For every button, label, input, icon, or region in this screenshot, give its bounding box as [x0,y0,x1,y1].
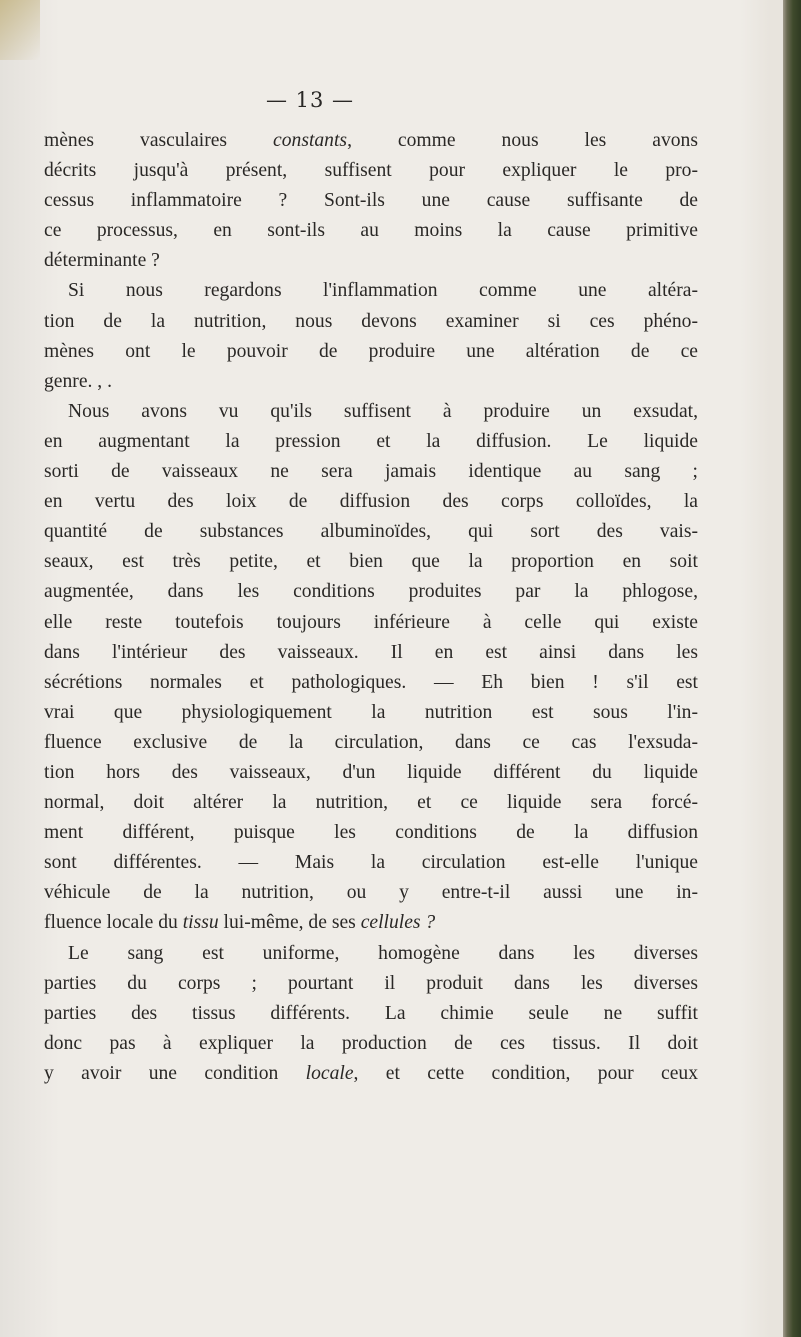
text-line [44,668,698,698]
text-line [44,1029,698,1059]
text-segment: ment différent, puisque les conditions de la diffusion [44,822,698,844]
text-line [44,457,698,487]
text-segment: ce processus, en sont-ils au moins la cause primitive [44,220,698,242]
text-line [44,397,698,427]
text-line [44,698,698,728]
text-line [44,939,698,969]
text-line [44,517,698,547]
text-segment: décrits jusqu'à présent, suffisent pour expliquer le pro- [44,160,698,182]
text-segment: en augmentant la pression et la diffusion. Le liquide [44,430,698,452]
text-segment: Si nous regardons l'inflammation comme une altéra- [68,280,698,302]
text-segment: sécrétions normales et pathologiques. — Eh bien ! s'il est [44,671,698,693]
text-segment: Le sang est uniforme, homogène dans les diverses [68,942,698,964]
text-segment: seaux, est très petite, et bien que la proportion en soit [44,551,698,573]
text-line [44,246,698,276]
text-segment: donc pas à expliquer la production de ces tissus. Il doit [44,1032,698,1054]
text-segment: déterminante ? [44,250,160,272]
text-segment: véhicule de la nutrition, ou y entre-t-il aussi une in- [44,882,698,904]
text-segment: , comme nous les avons [347,130,698,151]
text-line [44,156,698,186]
text-line [44,608,698,638]
italic-text: cellules ? [360,912,436,934]
text-line [44,908,698,938]
text-line [44,216,698,246]
text-line [44,818,698,848]
text-line [44,848,698,878]
text-segment: Nous avons vu qu'ils suffisent à produire un exsudat, [68,400,698,422]
page-number: — 13 — [265,88,355,112]
text-segment: sorti de vaisseaux ne sera jamais identique au sang ; [44,461,698,483]
binding-edge [783,0,801,1337]
text-line [44,307,698,337]
text-segment: lui-même, de ses [218,912,361,934]
text-line [44,758,698,788]
italic-text: tissu [182,912,219,934]
text-line [44,1059,698,1089]
text-line [44,788,698,818]
text-segment: en vertu des loix de diffusion des corps colloïdes, la [44,491,698,513]
text-line [44,337,698,367]
text-segment: mènes vasculaires [44,130,274,151]
text-segment: elle reste toutefois toujours inférieure à celle qui existe [44,611,698,633]
text-segment: fluence exclusive de la circulation, dans ce cas l'exsuda- [44,731,698,753]
text-line [44,126,698,156]
italic-text: locale [305,1062,354,1084]
text-line [44,728,698,758]
text-line [44,969,698,999]
italic-text: constants [273,130,348,151]
page-corner-stain [0,0,40,60]
text-segment: fluence locale du [44,912,183,934]
text-segment: tion de la nutrition, nous devons examiner si ces phéno- [44,310,698,332]
text-segment: sont différentes. — Mais la circulation est-elle l'unique [44,852,698,874]
text-segment: augmentée, dans les conditions produites par la phlogose, [44,581,698,603]
text-segment: cessus inflammatoire ? Sont-ils une cause suffisante de [44,190,698,212]
text-segment: vrai que physiologiquement la nutrition est sous l'in- [44,701,698,723]
text-segment: normal, doit altérer la nutrition, et ce liquide sera forcé- [44,792,698,814]
text-line [44,276,698,306]
text-segment: parties des tissus différents. La chimie seule ne suffit [44,1002,698,1024]
text-line [44,577,698,607]
text-segment: quantité de substances albuminoïdes, qui sort des vais- [44,521,698,543]
text-segment: , et cette condition, pour ceux [353,1062,699,1084]
text-line [44,487,698,517]
text-segment: dans l'intérieur des vaisseaux. Il en est ainsi dans les [44,641,698,663]
text-segment: tion hors des vaisseaux, d'un liquide différent du liquide [44,761,698,783]
text-segment: y avoir une condition [44,1062,306,1084]
text-line [44,878,698,908]
text-line [44,367,698,397]
text-line [44,427,698,457]
text-line [44,186,698,216]
text-line [44,638,698,668]
text-line [44,547,698,577]
text-segment: genre. , . [44,370,113,392]
body-text [44,126,698,1089]
text-line [44,999,698,1029]
text-segment: parties du corps ; pourtant il produit dans les diverses [44,972,698,994]
text-segment: mènes ont le pouvoir de produire une altération de ce [44,340,698,362]
